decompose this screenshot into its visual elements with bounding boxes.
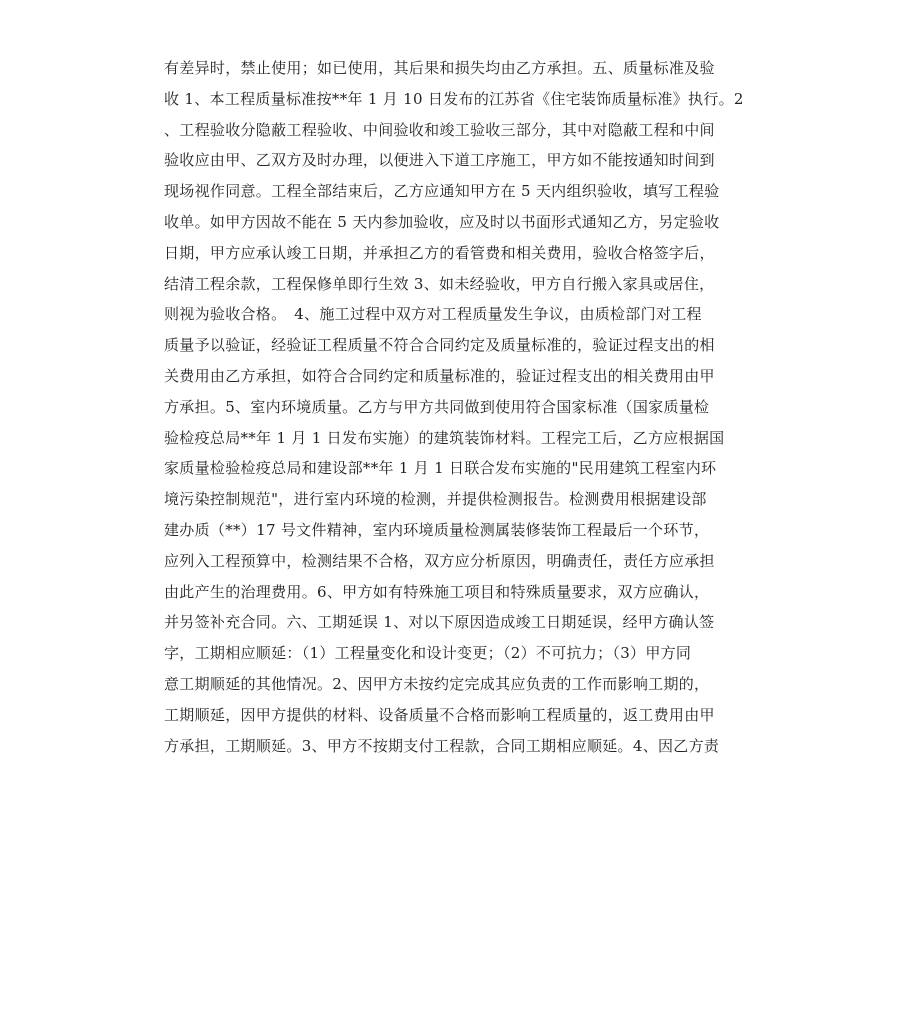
text-line: 方承担，工期顺延。3、甲方不按期支付工程款，合同工期相应顺延。4、因乙方责 [164, 736, 720, 755]
text-line: 关费用由乙方承担，如符合合同约定和质量标准的，验证过程支出的相关费用由甲 [164, 366, 715, 385]
text-line: 建办质（**）17 号文件精神，室内环境质量检测属装修装饰工程最后一个环节， [164, 520, 710, 539]
document-body [164, 53, 764, 761]
text-line: 现场视作同意。工程全部结束后，乙方应通知甲方在 5 天内组织验收，填写工程验 [164, 182, 720, 201]
text-line: 由此产生的治理费用。6、甲方如有特殊施工项目和特殊质量要求，双方应确认， [164, 582, 710, 601]
text-line: 字，工期相应顺延：（1）工程量变化和设计变更；（2）不可抗力；（3）甲方同 [164, 644, 692, 663]
text-line: 日期，甲方应承认竣工日期，并承担乙方的看管费和相关费用，验收合格签字后， [164, 243, 715, 262]
text-line: 方承担。5、室内环境质量。乙方与甲方共同做到使用符合国家标准（国家质量检 [164, 397, 710, 416]
text-line: 收单。如甲方因故不能在 5 天内参加验收，应及时以书面形式通知乙方，另定验收 [164, 212, 720, 231]
text-line: 则视为验收合格。 4、施工过程中双方对工程质量发生争议，由质检部门对工程 [164, 305, 702, 324]
text-line: 意工期顺延的其他情况。2、因甲方未按约定完成其应负责的工作而影响工期的， [164, 674, 710, 693]
text-line: 境污染控制规范"，进行室内环境的检测，并提供检测报告。检测费用根据建设部 [164, 490, 707, 509]
text-line: 有差异时，禁止使用；如已使用，其后果和损失均由乙方承担。五、质量标准及验 [164, 59, 715, 77]
text-line: 收 1、本工程质量标准按**年 1 月 10 日发布的江苏省《住宅装饰质量标准》执行。2 [164, 89, 744, 108]
text-line: 并另签补充合同。六、工期延误 1、对以下原因造成竣工日期延误，经甲方确认签 [164, 613, 715, 632]
text-line: 验收应由甲、乙双方及时办理，以便进入下道工序施工，甲方如不能按通知时间到 [164, 151, 715, 170]
text-line: 、工程验收分隐蔽工程验收、中间验收和竣工验收三部分，其中对隐蔽工程和中间 [164, 120, 715, 139]
text-line: 结清工程余款，工程保修单即行生效 3、如未经验收，甲方自行搬入家具或居住， [164, 274, 715, 293]
text-line: 工期顺延，因甲方提供的材料、设备质量不合格而影响工程质量的，返工费用由甲 [164, 705, 715, 724]
text-line: 质量予以验证，经验证工程质量不符合合同约定及质量标准的，验证过程支出的相 [164, 336, 715, 355]
text-line: 应列入工程预算中，检测结果不合格，双方应分析原因，明确责任，责任方应承担 [164, 551, 715, 570]
text-line: 家质量检验检疫总局和建设部**年 1 月 1 日联合发布实施的"民用建筑工程室内环 [164, 459, 717, 478]
text-line: 验检疫总局**年 1 月 1 日发布实施）的建筑装饰材料。工程完工后，乙方应根据国 [164, 428, 725, 447]
